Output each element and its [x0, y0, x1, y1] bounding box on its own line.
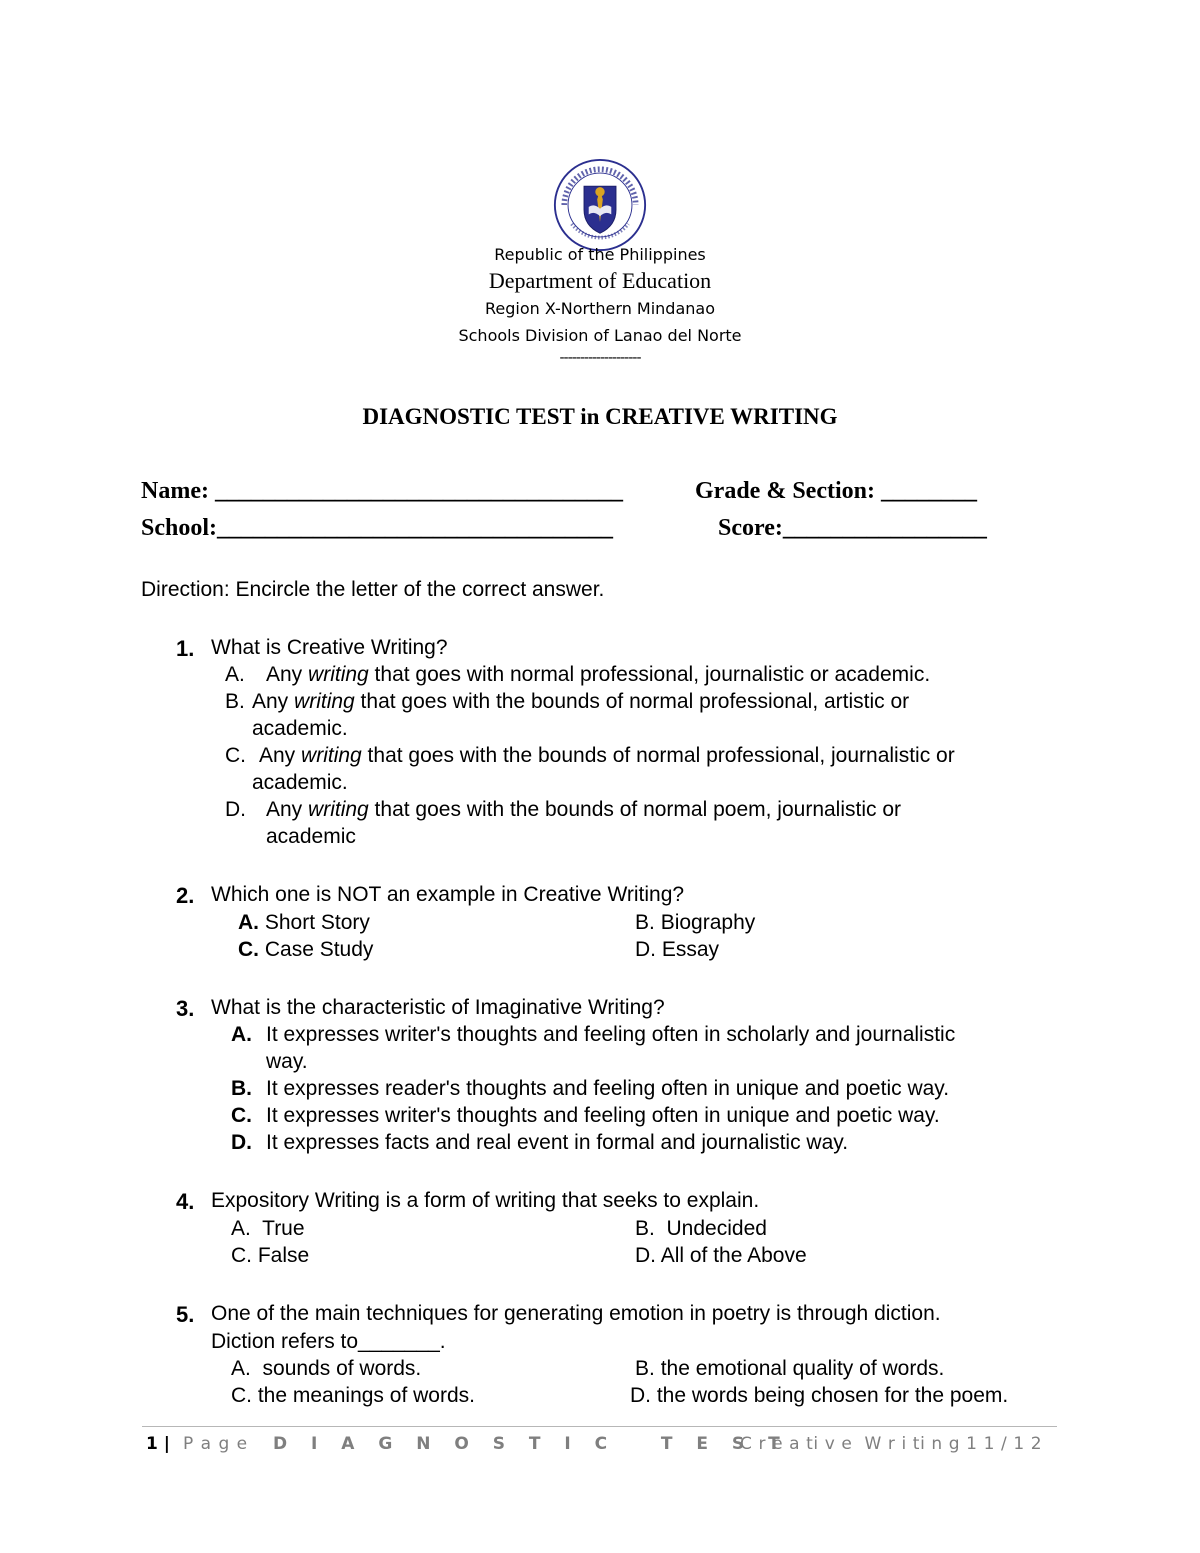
- header-region: Region X-Northern Mindanao: [485, 299, 715, 318]
- option-text-continued: academic.: [252, 717, 348, 740]
- option-letter[interactable]: A.: [231, 1023, 252, 1046]
- option-text: It expresses writer's thoughts and feeling often in unique and poetic way.: [266, 1104, 940, 1127]
- deped-seal-logo: [553, 158, 647, 252]
- option-letter[interactable]: C.: [225, 744, 246, 767]
- grade-section-field[interactable]: Grade & Section: ________: [695, 478, 977, 504]
- option-letter[interactable]: D.: [225, 798, 246, 821]
- option-choice[interactable]: D. All of the Above: [635, 1244, 807, 1267]
- footer-rule: [142, 1426, 1057, 1427]
- option-choice[interactable]: D. Essay: [635, 938, 720, 961]
- option-choice[interactable]: A. Short Story: [238, 911, 370, 934]
- footer-subject: C r e a ti v e W r i ti n g 1 1 / 1 2: [740, 1434, 1043, 1454]
- option-letter[interactable]: C.: [231, 1104, 252, 1127]
- school-field[interactable]: School:_________________________________: [141, 515, 614, 541]
- option-text: Any writing that goes with the bounds of normal professional, artistic or: [252, 690, 910, 713]
- score-field[interactable]: Score:_________________: [718, 515, 987, 541]
- question-number: 5.: [176, 1302, 195, 1327]
- question-number: 3.: [176, 996, 195, 1021]
- name-field[interactable]: Name: __________________________________: [141, 478, 623, 504]
- option-text: It expresses reader's thoughts and feeling often in unique and poetic way.: [266, 1077, 950, 1100]
- option-text: Any writing that goes with normal professional, journalistic or academic.: [266, 663, 931, 686]
- question-text: What is the characteristic of Imaginative Writing?: [211, 996, 665, 1019]
- option-letter[interactable]: B.: [225, 690, 245, 713]
- option-text-continued: academic.: [252, 771, 348, 794]
- option-choice[interactable]: B. Undecided: [635, 1217, 767, 1240]
- option-choice[interactable]: C. False: [231, 1244, 310, 1267]
- question-number: 1.: [176, 636, 195, 661]
- option-letter[interactable]: A.: [225, 663, 245, 686]
- option-text: Any writing that goes with the bounds of normal poem, journalistic or: [266, 798, 902, 821]
- question-number: 2.: [176, 883, 195, 908]
- question-text: Which one is NOT an example in Creative Writing?: [211, 883, 685, 906]
- option-text: It expresses writer's thoughts and feeling often in scholarly and journalistic: [266, 1023, 956, 1046]
- header-department: Department of Education: [488, 268, 712, 293]
- test-title: DIAGNOSTIC TEST in CREATIVE WRITING: [362, 404, 838, 429]
- question-number: 4.: [176, 1189, 195, 1214]
- option-choice[interactable]: B. Biography: [635, 911, 756, 934]
- option-text: It expresses facts and real event in formal and journalistic way.: [266, 1131, 849, 1154]
- header-division: Schools Division of Lanao del Norte: [458, 326, 742, 345]
- footer-page-word: P a g e: [183, 1434, 249, 1454]
- question-text: Expository Writing is a form of writing that seeks to explain.: [211, 1189, 760, 1212]
- question-text: What is Creative Writing?: [211, 636, 448, 659]
- direction-text: Direction: Encircle the letter of the correct answer.: [141, 578, 605, 601]
- option-choice[interactable]: C. Case Study: [238, 938, 374, 961]
- option-choice[interactable]: A. True: [231, 1217, 305, 1240]
- option-text-continued: academic: [266, 825, 356, 848]
- option-text: Any writing that goes with the bounds of normal professional, journalistic or: [259, 744, 955, 767]
- option-letter[interactable]: D.: [231, 1131, 252, 1154]
- option-text-continued: way.: [266, 1050, 308, 1073]
- option-letter[interactable]: B.: [231, 1077, 252, 1100]
- header-republic: Republic of the Philippines: [494, 245, 706, 264]
- option-choice[interactable]: B. the emotional quality of words.: [635, 1357, 945, 1380]
- option-choice[interactable]: A. sounds of words.: [231, 1357, 422, 1380]
- option-choice[interactable]: C. the meanings of words.: [231, 1384, 475, 1407]
- header-divider: --------------------: [559, 350, 641, 366]
- footer-test-label: D I A G N O S T I C T E S T: [273, 1434, 789, 1454]
- question-text: One of the main techniques for generating emotion in poetry is through diction.: [211, 1302, 941, 1325]
- footer-page-number: 1 |: [146, 1434, 170, 1454]
- option-choice[interactable]: D. the words being chosen for the poem.: [630, 1384, 1009, 1407]
- question-text-continued: Diction refers to_______.: [211, 1330, 446, 1353]
